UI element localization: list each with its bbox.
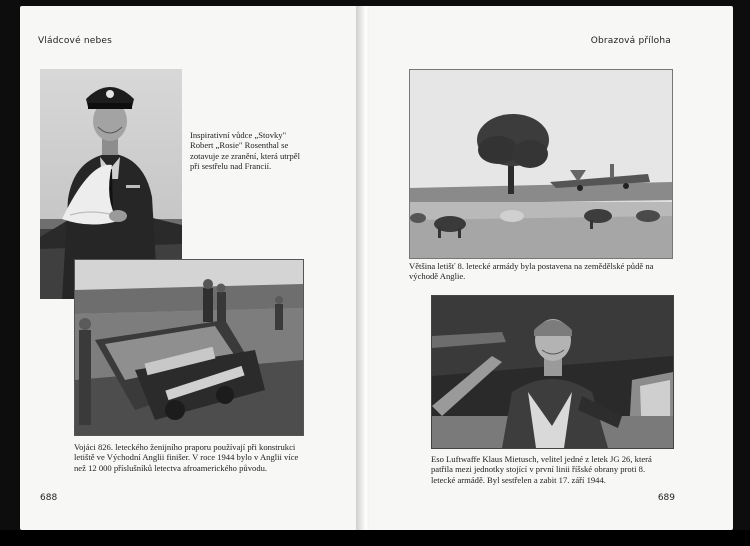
- page-number-left: 688: [40, 493, 58, 503]
- caption-engineers: Vojáci 826. leteckého ženijního praporu používají při konstrukci letiště ve Východní Anglii finišer. V roce 1944 bylo v Anglii více než 12 000 příslušníků letectva afroamerického původu.: [74, 442, 299, 473]
- caption-mietusch: Eso Luftwaffe Klaus Mietusch, velitel jedné z letek JG 26, která patřila mezi jednotky stojící v první linii říšské obrany proti 8. letecké armádě. Byl sestřelen a zabit 17. září 1944.: [431, 454, 652, 485]
- photo-engineers-paver: [74, 259, 304, 436]
- caption-airfield: Většina letišť 8. letecké armády byla postavena na zemědělské půdě na východě Anglie.: [409, 261, 654, 282]
- page-number-right: 689: [657, 493, 675, 503]
- running-head-left: Vládcové nebes: [38, 36, 113, 46]
- right-page: [369, 6, 733, 530]
- photo-airfield-cows: [409, 69, 673, 259]
- caption-rosenthal: Inspirativní vůdce „Stovky" Robert „Rosie" Rosenthal se zotavuje ze zranění, která utrpěl při sestřelu nad Francií.: [190, 130, 300, 172]
- photo-klaus-mietusch: [431, 295, 674, 449]
- running-head-right: Obrazová příloha: [590, 36, 671, 46]
- scan-bottom-edge: [0, 530, 750, 546]
- left-page: [20, 6, 360, 530]
